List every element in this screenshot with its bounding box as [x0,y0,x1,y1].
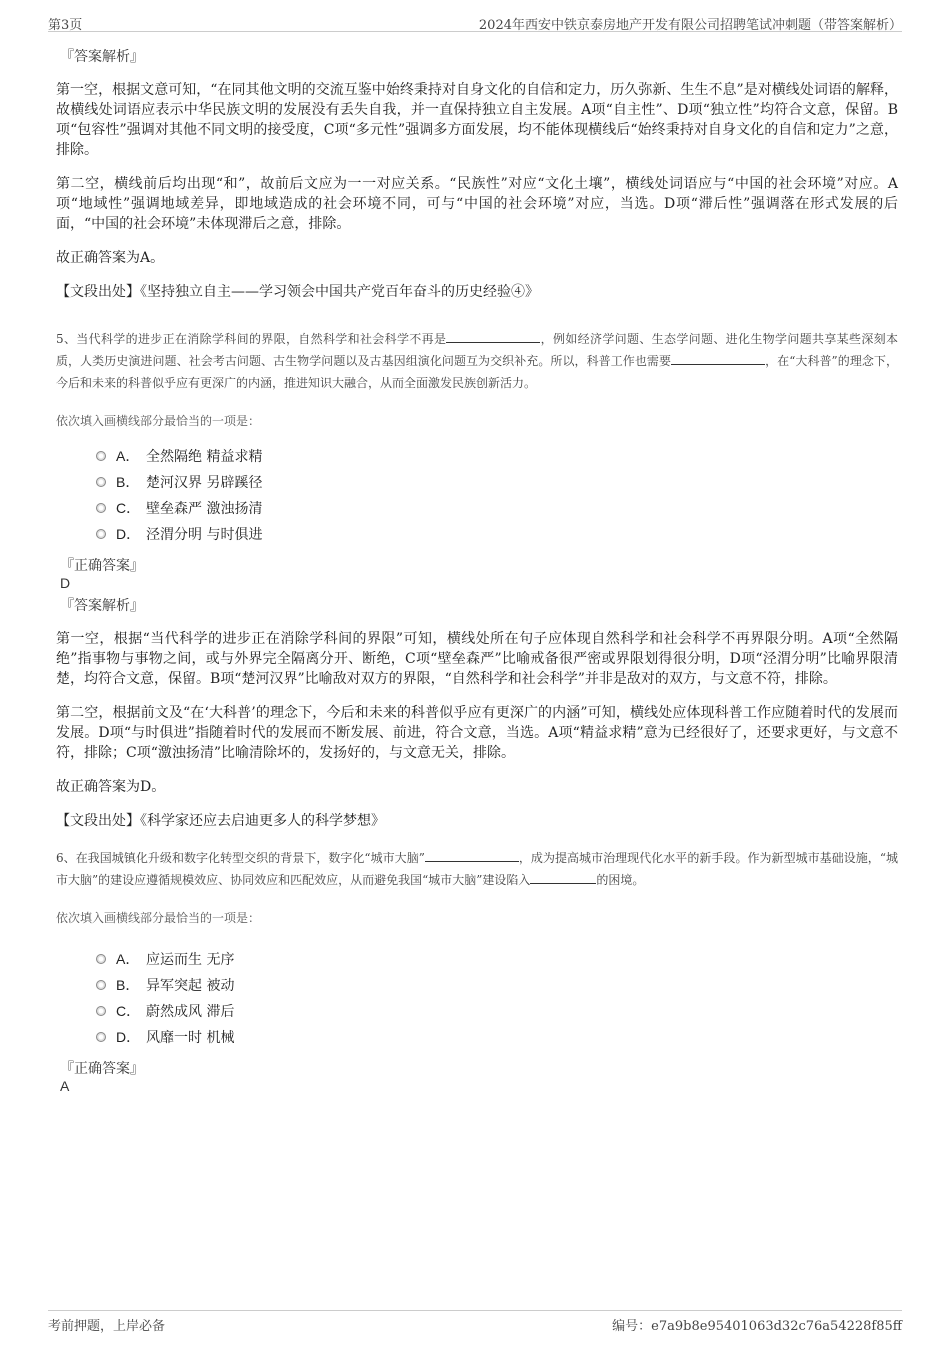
correct-answer: A [60,1078,70,1094]
fill-blank [671,351,765,365]
page-header [48,10,902,32]
conclusion-text: 故正确答案为A。 [56,250,165,266]
option-a[interactable]: A． 全然隔绝 精益求精 [96,443,898,469]
radio-icon[interactable] [96,529,106,539]
option-a[interactable]: A． 应运而生 无序 [96,946,898,972]
question-stem: 5、当代科学的进步正在消除学科间的界限，自然科学和社会科学不再是 ，例如经济学问题、生态学问题、进化生物学问题共享某些深刻本质，人类历史演进问题、社会考古问题、古生物学问题以及古基因组演化问题互为交织补充。所以，科普工作也需要 ，在“大科普”的理念下，今后和未来的科普似乎应有更深广的内涵，推进知识大融合，从而全面激发民族创新活力。 [56,328,898,394]
radio-icon[interactable] [96,503,106,513]
analysis-paragraph: 第一空，根据“当代科学的进步正在消除学科间的界限”可知，横线处所在句子应体现自然科学和社会科学不再界限分明。A项“全然隔绝”指事物与事物之间，或与外界完全隔离分开、断绝，C项“壁垒森严”比喻戒备很严密或界限划得很分明，D项“泾渭分明”比喻界限清楚，均符合文意，保留。B项“楚河汉界”比喻敌对双方的界限，“自然科学和社会科学”并非是敌对的双方，与文意不符，排除。 [56,631,898,687]
option-c[interactable]: C． 壁垒森严 激浊扬清 [96,495,898,521]
option-b[interactable]: B． 异军突起 被动 [96,972,898,998]
radio-icon[interactable] [96,1006,106,1016]
conclusion-text: 故正确答案为D。 [56,779,166,795]
option-list [96,443,898,547]
fill-blank [530,870,596,884]
correct-answer-label: 『正确答案』 [60,558,144,574]
option-list [96,946,898,1050]
option-c[interactable]: C． 蔚然成风 滞后 [96,998,898,1024]
analysis-label: 『答案解析』 [60,598,144,614]
main-content [56,46,898,1094]
radio-icon[interactable] [96,477,106,487]
radio-icon[interactable] [96,451,106,461]
option-d[interactable]: D． 泾渭分明 与时俱进 [96,521,898,547]
fill-blank [446,329,540,343]
footer-slogan: 考前押题，上岸必备 [48,1319,166,1334]
source-citation: 【文段出处】《科学家还应去启迪更多人的科学梦想》 [56,813,385,829]
option-b[interactable]: B． 楚河汉界 另辟蹊径 [96,469,898,495]
document-id: 编号：e7a9b8e95401063d32c76a54228f85ff [612,1319,902,1334]
option-d[interactable]: D． 风靡一时 机械 [96,1024,898,1050]
correct-answer: D [60,575,71,591]
document-title: 2024年西安中铁京泰房地产开发有限公司招聘笔试冲刺题（带答案解析） [478,18,902,33]
analysis-paragraph: 第一空，根据文意可知，“在同其他文明的交流互鉴中始终秉持对自身文化的自信和定力，历久弥新、生生不息”是对横线处词语的解释，故横线处词语应表示中华民族文明的发展没有丢失自我，并一直保持独立自主发展。A项“自主性”、D项“独立性”均符合文意，保留。B项“包容性”强调对其他不同文明的接受度，C项“多元性”强调多方面发展，均不能体现横线后“始终秉持对自身文化的自信和定力”之意，排除。 [56,82,898,158]
correct-answer-label: 『正确答案』 [60,1061,144,1077]
analysis-label: 『答案解析』 [60,49,144,65]
radio-icon[interactable] [96,1032,106,1042]
radio-icon[interactable] [96,980,106,990]
analysis-paragraph: 第二空，横线前后均出现“和”，故前后文应为一一对应关系。“民族性”对应“文化土壤”，横线处词语应与“中国的社会环境”对应。A项“地域性”强调地域差异，即地域造成的社会环境不同，可与“中国的社会环境”对应，当选。D项“滞后性”强调落在形式发展的后面，“中国的社会环境”未体现滞后之意，排除。 [56,176,898,232]
question-stem: 6、在我国城镇化升级和数字化转型交织的背景下，数字化“城市大脑” ，成为提高城市治理现代化水平的新手段。作为新型城市基础设施，“城市大脑”的建设应遵循规模效应、协同效应和匹配效应，从而避免我国“城市大脑”建设陷入 的困境。 [56,847,898,891]
source-citation: 【文段出处】《坚持独立自主——学习领会中国共产党百年奋斗的历史经验④》 [56,284,539,300]
page-number: 第3页 [48,18,83,33]
question-prompt: 依次填入画横线部分最恰当的一项是： [56,414,261,428]
analysis-paragraph: 第二空，根据前文及“在‘大科普’的理念下，今后和未来的科普似乎应有更深广的内涵”可知，横线处应体现科普工作应随着时代的发展而发展。D项“与时俱进”指随着时代的发展而不断发展、前进，符合文意，当选。A项“精益求精”意为已经很好了，还要求更好，与文意不符，排除；C项“激浊扬清”比喻清除坏的，发扬好的，与文意无关，排除。 [56,705,898,761]
radio-icon[interactable] [96,954,106,964]
question-prompt: 依次填入画横线部分最恰当的一项是： [56,911,261,925]
page-footer [48,1310,902,1332]
fill-blank [425,848,519,862]
